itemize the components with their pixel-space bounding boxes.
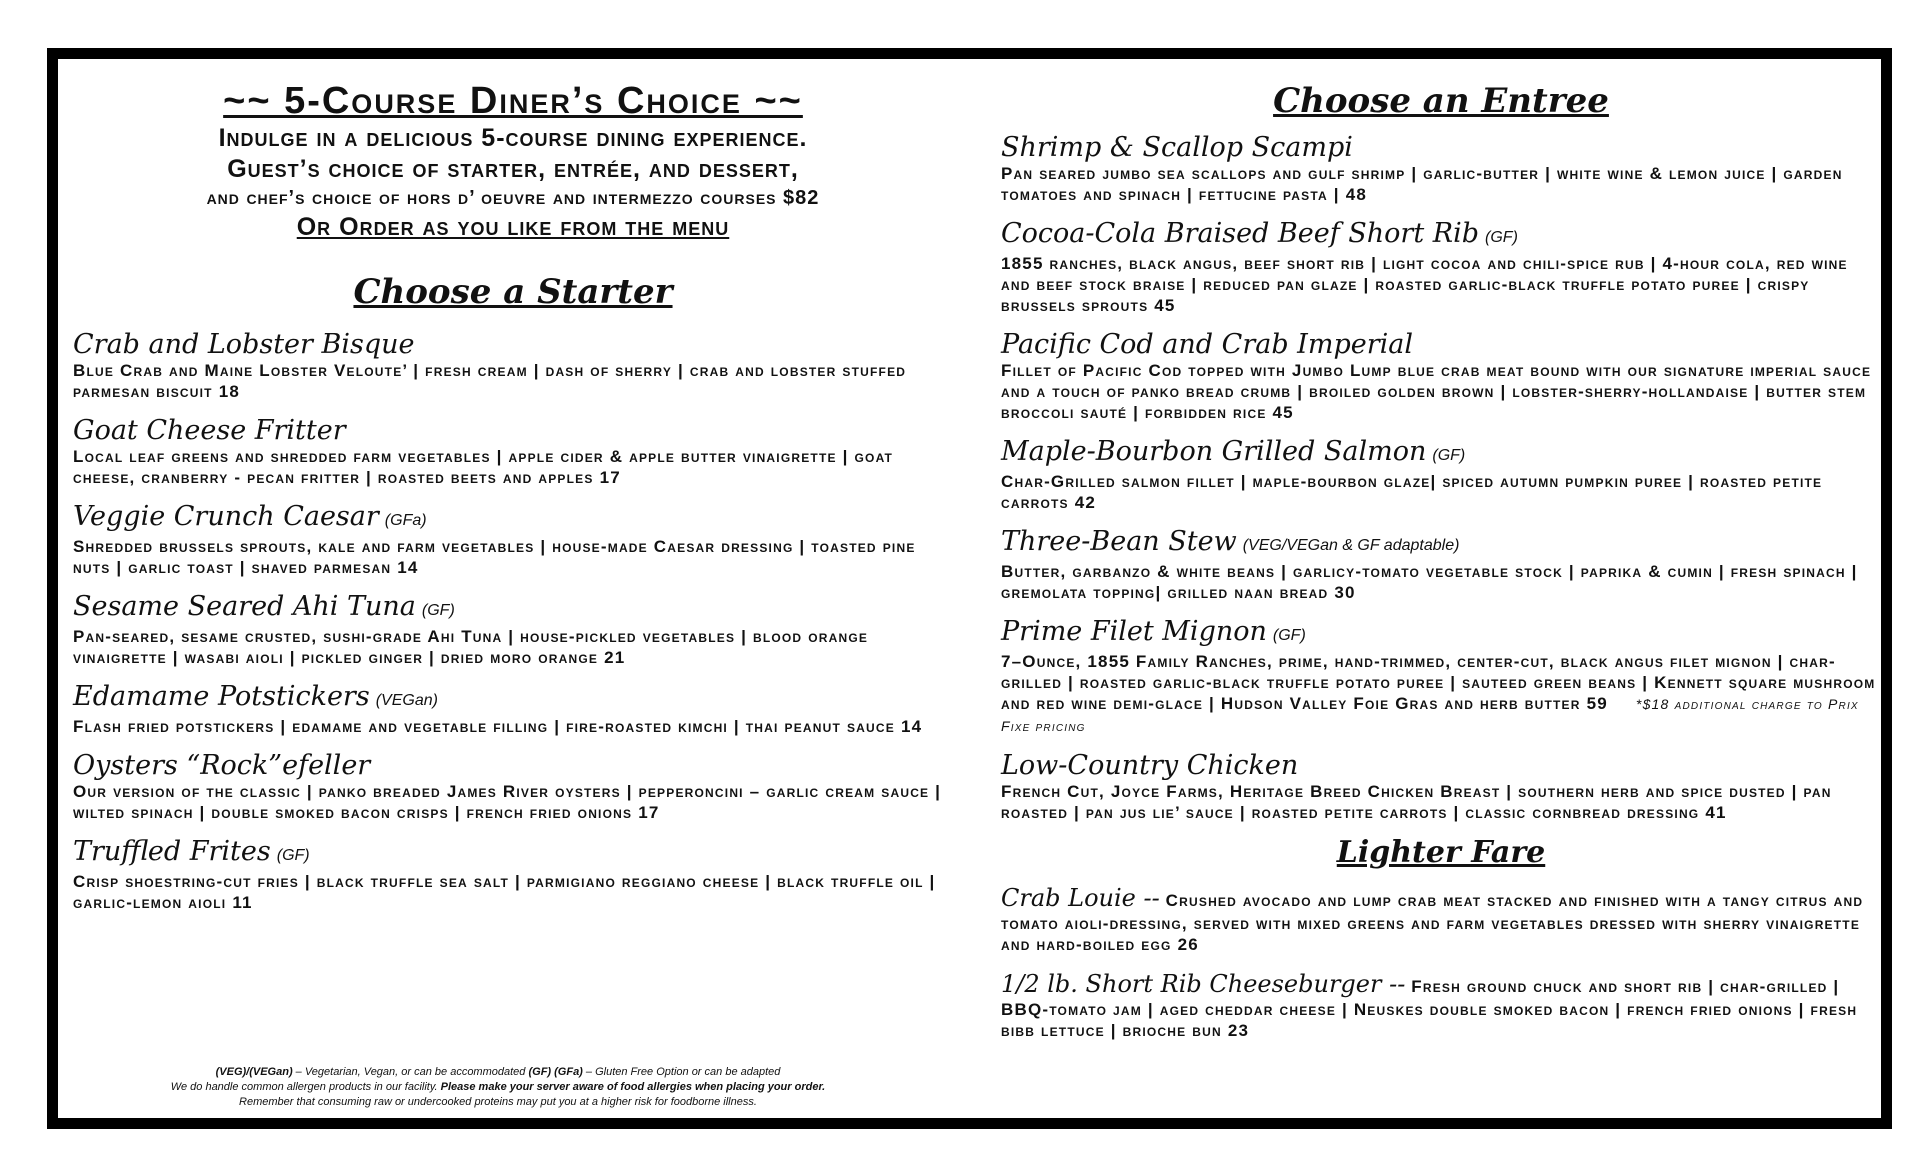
item-description: Char-Grilled salmon fillet | maple-bourbon glaze| spiced autumn pumpkin puree | roasted petite carrots bbox=[1001, 472, 1823, 512]
dietary-tag: (GF) bbox=[421, 602, 455, 619]
starter-item bbox=[73, 416, 953, 488]
item-description: Our version of the classic | panko breaded James River oysters | pepperoncini – garlic cream sauce | wilted spinach | double smoked bacon crisps | french fried onions bbox=[73, 782, 942, 822]
allergen-warning: Please make your server aware of food allergies when placing your order. bbox=[440, 1081, 826, 1093]
item-name: Shrimp & Scallop Scampi bbox=[1001, 132, 1353, 163]
item-name: Low-Country Chicken bbox=[1001, 750, 1299, 781]
entree-item bbox=[1001, 527, 1881, 603]
item-name: Goat Cheese Fritter bbox=[73, 415, 346, 446]
item-name: Crab Louie -- bbox=[1001, 884, 1160, 912]
veg-legend: (VEG)/(VEGan) bbox=[215, 1066, 293, 1078]
item-price: 23 bbox=[1227, 1021, 1250, 1040]
item-price: 14 bbox=[900, 717, 923, 736]
allergen-note: We do handle common allergen products in our facility. bbox=[170, 1081, 441, 1093]
lighter-item bbox=[1001, 969, 1881, 1041]
item-description: Shredded brussels sprouts, kale and farm vegetables | house-made Caesar dressing | toasted pine nuts | garlic toast | shaved parmesan bbox=[73, 537, 916, 577]
intro-line-4: Or Order as you like from the menu bbox=[296, 213, 730, 241]
item-description: 1855 ranches, black angus, beef short rib | light cocoa and chili-spice rub | 4-hour cola, red wine and beef stock braise | reduced pan glaze | roasted garlic-black truffle potato puree | crispy brussels sprouts bbox=[1001, 254, 1848, 315]
item-description: Pan seared jumbo sea scallops and gulf shrimp | garlic-butter | white wine & lemon juice | garden tomatoes and spinach | fettucine pasta | bbox=[1001, 164, 1843, 204]
starter-item bbox=[73, 682, 953, 737]
item-price: 11 bbox=[232, 893, 253, 912]
entree-item bbox=[1001, 133, 1881, 205]
starters-title: Choose a Starter bbox=[353, 272, 673, 312]
item-name: Oysters “Rock”efeller bbox=[73, 750, 371, 781]
intro-line-3: and chef’s choice of hors d’ oeuvre and intermezzo courses $82 bbox=[206, 187, 820, 209]
entrees-title: Choose an Entree bbox=[1273, 81, 1609, 121]
item-description: 7–Ounce, 1855 Family Ranches, prime, hand-trimmed, center-cut, black angus filet mignon | char-grilled | roasted garlic-black truffle potato puree | sauteed green beans | Kennett square mushroom and red wine demi-glace | Hudson Valley Foie Gras and herb butter bbox=[1001, 652, 1876, 713]
item-price: 41 bbox=[1705, 803, 1727, 822]
dietary-tag: (VEG/VEGan & GF adaptable) bbox=[1242, 537, 1460, 554]
item-description: Crushed avocado and lump crab meat stacked and finished with a tangy citrus and tomato aioli-dressing, served with mixed greens and farm vegetables dressed with sherry vinaigrette and hard-boiled egg bbox=[1001, 891, 1864, 954]
item-description: Local leaf greens and shredded farm vegetables | apple cider & apple butter vinaigrette | goat cheese, cranberry - pecan fritter | roasted beets and apples bbox=[73, 447, 894, 487]
item-price: 30 bbox=[1334, 583, 1356, 602]
intro-line-1: Indulge in a delicious 5-course dining experience. bbox=[218, 124, 808, 152]
item-description: Flash fried potstickers | edamame and vegetable filling | fire-roasted kimchi | thai peanut sauce bbox=[73, 717, 895, 736]
item-description: French Cut, Joyce Farms, Heritage Breed Chicken Breast | southern herb and spice dusted | pan roasted | pan jus lie’ sauce | roasted petite carrots | classic cornbread dressing bbox=[1001, 782, 1832, 822]
raw-food-warning: Remember that consuming raw or undercooked proteins may put you at a higher risk for foodborne illness. bbox=[239, 1096, 757, 1108]
entree-item bbox=[1001, 751, 1881, 823]
item-price: 45 bbox=[1154, 296, 1176, 315]
veg-legend-text: – Vegetarian, Vegan, or can be accommodated bbox=[292, 1066, 529, 1078]
item-name: 1/2 lb. Short Rib Cheeseburger -- bbox=[1001, 970, 1406, 998]
item-price: 17 bbox=[599, 468, 621, 487]
starters-list bbox=[73, 330, 953, 913]
item-description: Butter, garbanzo & white beans | garlicy-tomato vegetable stock | paprika & cumin | fresh spinach | gremolata topping| grilled naan bread bbox=[1001, 562, 1858, 602]
entrees-list bbox=[1001, 133, 1881, 823]
allergen-footnote bbox=[158, 1065, 838, 1110]
item-price: 48 bbox=[1345, 185, 1368, 204]
dietary-tag: (GFa) bbox=[384, 512, 427, 529]
starter-item bbox=[73, 751, 953, 823]
gf-legend-text: – Gluten Free Option or can be adapted bbox=[582, 1066, 781, 1078]
item-price: 18 bbox=[218, 382, 241, 401]
entree-item bbox=[1001, 437, 1881, 513]
item-name: Maple-Bourbon Grilled Salmon bbox=[1001, 436, 1427, 467]
item-price: 21 bbox=[604, 648, 626, 667]
item-name: Sesame Seared Ahi Tuna bbox=[73, 591, 416, 622]
entree-item bbox=[1001, 219, 1881, 316]
entree-item bbox=[1001, 330, 1881, 423]
item-name: Edamame Potstickers bbox=[73, 681, 370, 712]
dietary-tag: (VEGan) bbox=[375, 692, 438, 709]
item-description: Pan-seared, sesame crusted, sushi-grade Ahi Tuna | house-pickled vegetables | blood orange vinaigrette | wasabi aioli | pickled ginger | dried moro orange bbox=[73, 627, 869, 667]
item-price: 45 bbox=[1272, 403, 1294, 422]
item-price: 14 bbox=[397, 558, 419, 577]
gf-legend: (GF) (GFa) bbox=[528, 1066, 583, 1078]
starter-item bbox=[73, 592, 953, 668]
dietary-tag: (GF) bbox=[1485, 229, 1518, 246]
item-name: Veggie Crunch Caesar bbox=[73, 501, 379, 532]
starter-item bbox=[73, 837, 953, 913]
item-price: 17 bbox=[638, 803, 660, 822]
lighter-fare-title: Lighter Fare bbox=[1336, 835, 1546, 870]
surcharge-note: *$18 additional charge to Prix Fixe pricing bbox=[1001, 696, 1859, 734]
item-description: Fresh ground chuck and short rib | char-grilled | BBQ-tomato jam | aged cheddar cheese | Neuskes double smoked bacon | french fried onions | fresh bibb lettuce | brioche bun bbox=[1001, 977, 1858, 1040]
item-description: Fillet of Pacific Cod topped with Jumbo Lump blue crab meat bound with our signature imperial sauce and a touch of panko bread crumb | broiled golden brown | lobster-sherry-hollandaise | butter stem broccoli sauté | forbidden rice bbox=[1001, 361, 1872, 422]
menu-headline: ~~ 5-Course Diner’s Choice ~~ bbox=[223, 80, 803, 122]
menu-frame bbox=[47, 48, 1892, 1129]
item-price: 42 bbox=[1074, 493, 1097, 512]
left-column bbox=[73, 59, 953, 927]
item-name: Pacific Cod and Crab Imperial bbox=[1001, 329, 1413, 360]
item-description: Crisp shoestring-cut fries | black truffle sea salt | parmigiano reggiano cheese | black truffle oil | garlic-lemon aioli bbox=[73, 872, 936, 912]
item-price: 59 bbox=[1586, 694, 1608, 713]
item-description: Blue Crab and Maine Lobster Veloute’ | fresh cream | dash of sherry | crab and lobster stuffed parmesan biscuit bbox=[73, 361, 907, 401]
dietary-tag: (GF) bbox=[276, 847, 310, 864]
right-column bbox=[1001, 59, 1881, 1055]
lighter-fare-list bbox=[1001, 883, 1881, 1041]
lighter-item bbox=[1001, 883, 1881, 955]
item-name: Truffled Frites bbox=[73, 836, 271, 867]
entree-item bbox=[1001, 617, 1881, 737]
starter-item bbox=[73, 502, 953, 578]
dietary-tag: (GF) bbox=[1272, 627, 1306, 644]
item-name: Cocoa-Cola Braised Beef Short Rib bbox=[1001, 218, 1480, 249]
starter-item bbox=[73, 330, 953, 402]
item-name: Three-Bean Stew bbox=[1001, 526, 1237, 557]
item-name: Prime Filet Mignon bbox=[1001, 616, 1267, 647]
item-price: 26 bbox=[1177, 935, 1199, 954]
dietary-tag: (GF) bbox=[1432, 447, 1466, 464]
intro-line-2: Guest’s choice of starter, entrée, and dessert, bbox=[227, 155, 799, 183]
item-name: Crab and Lobster Bisque bbox=[73, 329, 415, 360]
